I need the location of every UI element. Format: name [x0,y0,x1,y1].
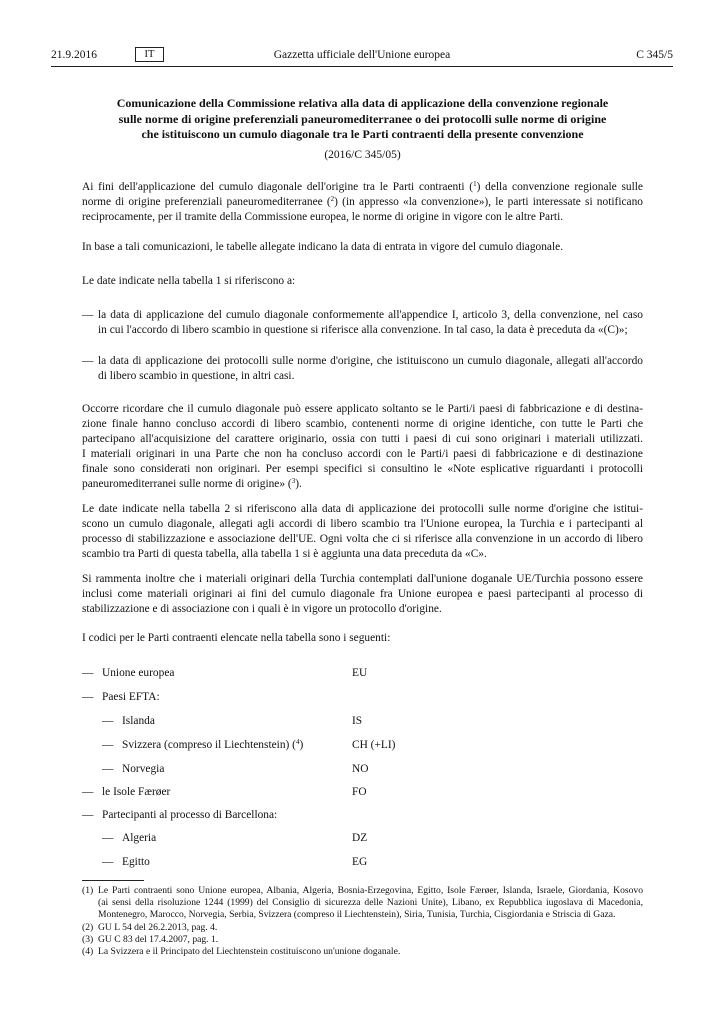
paragraph-table1-intro [82,274,643,289]
dash-bullet: — [82,309,94,321]
text-line: Le date indicate nella tabella 1 si riferiscono a: [82,275,296,287]
journal-title: Gazzetta ufficiale dell'Unione europea [273,49,451,61]
title-line: sulle norme di origine preferenziali paneuromediterranee o dei protocolli sulle norme di origine [118,111,607,126]
text-line: scambio tra Parti di questa tabella, alla tabella 1 si è aggiunta una data preceduta da «C». [82,548,487,560]
footnote-mark: (4) [82,946,94,957]
party-code: IS [352,715,363,727]
text-line: di libero scambio in questione, in altri casi. [98,370,295,382]
title-line: Comunicazione della Commissione relativa alla data di applicazione della convenzione regionale [116,96,609,110]
text-line: reciprocamente, per il tramite della Commissione europea, le norme di origine in vigore con le altre Parti. [82,211,564,223]
text-line: In base a tali comunicazioni, le tabelle allegate indicano la data di entrata in vigore del cumulo diagonale. [82,241,564,253]
party-name: Svizzera (compreso il Liechtenstein) ($^4$) [122,738,304,751]
footnote-ref[interactable]: 1 [473,180,477,188]
footnote-line: Le Parti contraenti sono Unione europea, Albania, Algeria, Bosnia-Erzegovina, Egitto, Isole Færøer, Islanda, Israele, Giordania, Kosovo [98,885,643,896]
party-name: Egitto [122,856,150,868]
dash-bullet: — [82,355,94,367]
paragraph-intro [82,180,643,225]
paragraph-table2 [82,502,643,562]
party-code: NO [352,763,369,775]
text-line: processo di stabilizzazione e associazione dell'UE. Ogni volta che ci si riferisce alla convenzione in un accordo di libero [82,533,643,545]
header-divider [51,66,673,67]
party-code: CH (+LI) [352,739,396,751]
title-line: che istituiscono un cumulo diagonale tra le Parti contraenti della presente convenzione [141,127,584,141]
party-name: Algeria [122,832,157,844]
party-code: EU [352,667,368,679]
document-title [82,96,643,143]
footnote-divider [82,880,144,881]
party-code: FO [352,786,367,798]
footnote-line: (ai sensi della risoluzione 1244 (1999) del Consiglio di sicurezza delle Nazioni Unite), Libano, ex Repubblica iugoslava di Macedonia, [98,897,643,908]
text-line: inclusi come materiali originari ai fini del cumulo diagonale fra Unione europea e paesi partecipanti al processo di [82,588,643,600]
footnote-ref[interactable]: 4 [295,738,300,746]
text-line: in cui l'accordo di libero scambio in questione si riferisce alla convenzione. In tal caso, la data è preceduta da «(C)»; [98,324,628,336]
paragraph-diagonal-cumulation [82,402,643,492]
footnote-ref[interactable]: 2 [330,195,335,203]
journal-page: 21.9.2016 IT Gazzetta ufficiale dell'Unione europea C 345/5 Comunicazione della Commissione relativa alla data di applicazione della convenzione regionale sulle norme di origine preferenziali paneuromediterranee o dei protocolli sulle norme di origine che istituiscono un cumulo diagonale tra le Parti contraenti della presente convenzione (2016/C 345/05) Ai fini dell'applicazione del cumulo diagonale dell'origine tra le Parti contraenti ($^1$) della convenzione regionale sulle norme di origine preferenziali paneuromediterranee ($^2$) (in appresso «la convenzione»), le parti interessate si notificano reciprocamente, per il tramite della Commissione europea, le norme di origine in vigore con le altre Parti. In base a tali comunicazioni, le tabelle allegate indicano la data di entrata in vigore del cumulo diagonale. Le date indicate nella tabella 1 si riferiscono a: — la data di applicazione del cumulo diagonale conformemente all'appendice I, articolo 3, della convenzione, nel caso in cui l'accordo di libero scambio in questione si riferisce alla convenzione. In tal caso, la data è preceduta da «(C)»; — la data di applicazione dei protocolli sulle norme d'origine, che istituiscono un cumulo diagonale, allegati all'accordo di libero scambio in questione, in altri casi. Occorre ricordare che il cumulo diagonale può essere applicato soltanto se le Parti/i paesi di fabbricazione e di destina- zione finale hanno concluso accordi di libero scambio, contenenti norme di origine identiche, con tutte le Parti che partecipano all'acquisizione del carattere originario, ossia con tutti i paesi di cui sono originari i materiali utilizzati. I materiali originari in una Parte che non ha concluso accordi con le Parti/i paesi di fabbricazione e di destinazione finale sono considerati non originari. Per esempi specifici si consultino le «Note esplicative riguardanti i protocolli paneuromediterranei sulle norme di origine» ($^3$). Le date indicate nella tabella 2 si riferiscono alla data di applicazione dei protocolli sulle norme d'origine che istitui- scono un cumulo diagonale, allegati agli accordi di libero scambio tra l'Unione europea, la Turchia e i partecipanti al processo di stabilizzazione e associazione dell'UE. Ogni volta che ci si riferisce alla convenzione in un accordo di libero scambio tra Parti di questa tabella, alla tabella 1 si è aggiunta una data preceduta da «C». Si rammenta inoltre che i materiali originari della Turchia contemplati dall'unione doganale UE/Turchia possono essere inclusi come materiali originari ai fini del cumulo diagonale fra Unione europea e paesi partecipanti al processo di stabilizzazione e di associazione con i quali è in vigore un protocollo d'origine. I codici per le Parti contraenti elencate nella tabella sono i seguenti: — Unione europea EU — Paesi EFTA: — Islanda IS — Svizzera (compreso il Liechtenstein) ($^4$) CH (+LI) — Norvegia NO — le Isole Færøer FO — Partecipanti al processo di Barcellona: — Algeria DZ — Egitto EG (1) Le Parti contraenti sono Unione europea, Albania, Algeria, Bosnia-Erzegovina, Egitto, Isole Færøer, Islanda, Israele, Giordania, Kosovo (ai sensi della risoluzione 1244 (1999) del Consiglio di sicurezza delle Nazioni Unite), Libano, ex Repubblica iugoslava di Macedonia, Montenegro, Marocco, Norvegia, Serbia, Svizzera (compreso il Liechtenstein), Siria, Tunisia, Turchia, Cisgiordania e Striscia di Gaza. (2) GU L 54 del 26.2.2013, pag. 4. (3) GU C 83 del 17.4.2007, pag. 1. (4) La Svizzera e il Principato del Liechtenstein costituiscono un'unione doganale. [51,49,673,957]
party-name: le Isole Færøer [102,786,171,798]
party-code: EG [352,856,368,868]
paragraph-tables [82,240,643,255]
text-line: I codici per le Parti contraenti elencate nella tabella sono i seguenti: [82,632,391,644]
language-badge: IT [135,47,164,62]
paragraph-codes-intro [82,631,643,646]
text-line: I materiali originari in una Parte che non ha concluso accordi con le Parti/i paesi di fabbricazione e di destinazione [82,448,643,460]
footnote-line: GU L 54 del 26.2.2013, pag. 4. [98,922,218,933]
text-line: norme di origine preferenziali paneuromediterranee ($^2$) (in appresso «la convenzione»), le parti interessate si notificano [82,195,643,208]
party-name: Paesi EFTA: [102,691,160,703]
party-name: Norvegia [122,763,165,775]
footnote-mark: (2) [82,922,94,933]
publication-date: 21.9.2016 [51,49,97,61]
footnote-line: La Svizzera e il Principato del Liechtenstein costituiscono un'unione doganale. [98,946,401,957]
footnote-mark: (1) [82,885,94,896]
text-line: Ai fini dell'applicazione del cumulo diagonale dell'origine tra le Parti contraenti ($^1$) della convenzione regionale sulle [82,180,643,193]
text-line: stabilizzazione e di associazione con i quali è in vigore un protocollo d'origine. [82,603,442,615]
text-line: Occorre ricordare che il cumulo diagonale può essere applicato soltanto se le Parti/i paesi di fabbricazione e di destina- [82,403,643,415]
text-line: la data di applicazione dei protocolli sulle norme d'origine, che istituiscono un cumulo diagonale, allegati all'accordo [98,355,643,367]
text-line: la data di applicazione del cumulo diagonale conformemente all'appendice I, articolo 3, della convenzione, nel caso [98,309,643,321]
party-code: DZ [352,832,368,844]
document-number: (2016/C 345/05) [324,149,401,161]
footnote-mark: (3) [82,934,94,945]
footnote-line: Montenegro, Marocco, Norvegia, Serbia, Svizzera (compreso il Liechtenstein), Siria, Tunisia, Turchia, Cisgiordania e Striscia di Gaza. [98,909,616,920]
text-line: finale sono considerati non originari. Per esempi specifici si consultino le «Note esplicative riguardanti i protocolli [82,463,643,475]
text-line: zione finale hanno concluso accordi di libero scambio, contenenti norme di origine identiche, con tutte le Parti che [82,418,643,430]
party-name: Unione europea [102,667,175,679]
page-reference: C 345/5 [636,49,673,61]
footnote-line: GU C 83 del 17.4.2007, pag. 1. [98,934,219,945]
text-line: scono un cumulo diagonale, allegati agli accordi di libero scambio tra l'Unione europea, la Turchia e i partecipanti al [82,518,643,530]
party-name: Partecipanti al processo di Barcellona: [102,809,278,821]
text-line: partecipano all'acquisizione del carattere originario, ossia con tutti i paesi di cui sono originari i materiali utilizzati. [82,433,643,445]
text-line: paneuromediterranei sulle norme di origine» ($^3$). [82,477,302,490]
party-name: Islanda [122,715,155,727]
footnote-ref[interactable]: 3 [291,477,296,485]
text-line: Si rammenta inoltre che i materiali originari della Turchia contemplati dall'unione doganale UE/Turchia possono essere [82,573,643,585]
text-line: Le date indicate nella tabella 2 si riferiscono alla data di applicazione dei protocolli sulle norme d'origine che istitui- [82,503,643,515]
paragraph-turkey [82,572,643,617]
